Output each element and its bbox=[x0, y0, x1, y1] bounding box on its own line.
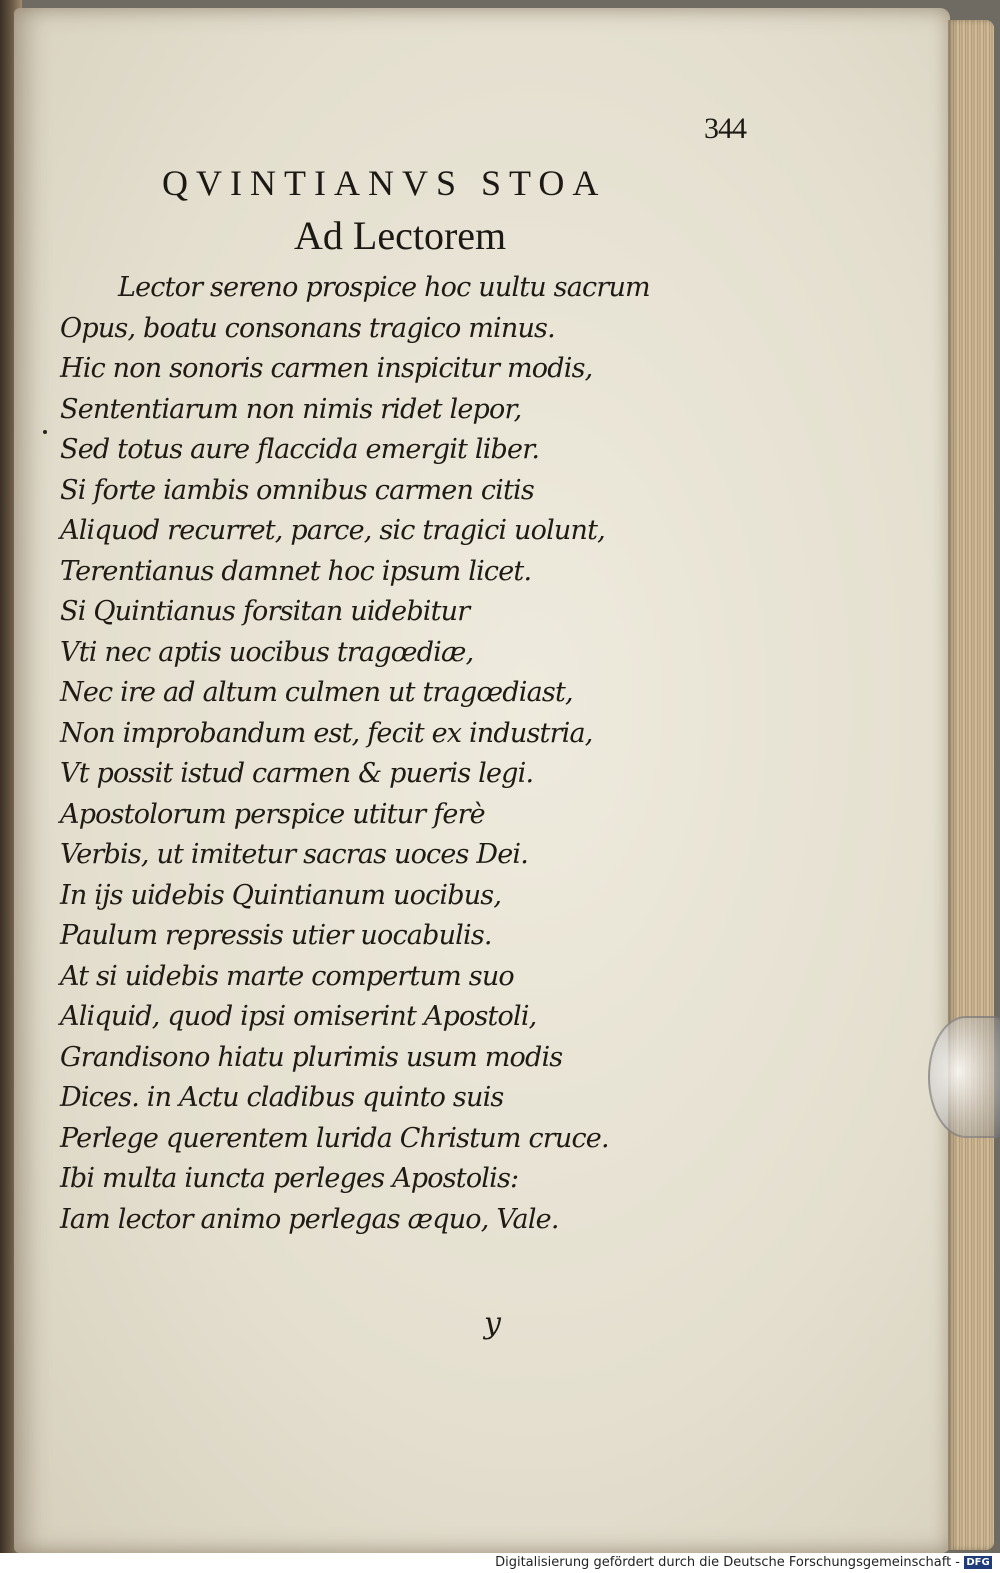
footer-credit: Digitalisierung gefördert durch die Deutsche Forschungsgemeinschaft - bbox=[495, 1555, 960, 1570]
ink-speck bbox=[43, 430, 47, 434]
running-head: QVINTIANVS STOA bbox=[162, 163, 607, 203]
page-fore-edge bbox=[948, 20, 994, 1550]
poem-title: Ad Lectorem bbox=[294, 213, 507, 258]
verse-line: Si forte iambis omnibus carmen citis bbox=[60, 474, 534, 506]
verse-line: Ibi multa iuncta perleges Apostolis: bbox=[60, 1163, 519, 1194]
verse-line: Sententiarum non nimis ridet lepor, bbox=[60, 393, 522, 425]
verse-line: Vt possit istud carmen & pueris legi. bbox=[60, 758, 534, 789]
verse-line: Perlege querentem lurida Christum cruce. bbox=[60, 1122, 609, 1154]
verse-line: Dices. in Actu cladibus quinto suis bbox=[60, 1082, 504, 1113]
verse-line: Lector sereno prospice hoc uultu sacrum bbox=[118, 272, 650, 303]
dfg-logo: DFG bbox=[964, 1556, 992, 1569]
verse-line: Opus, boatu consonans tragico minus. bbox=[60, 312, 555, 344]
verse-line: Paulum repressis utier uocabulis. bbox=[60, 920, 492, 951]
verse-line: Verbis, ut imitetur sacras uoces Dei. bbox=[60, 839, 529, 870]
verse-line: Sed totus aure flaccida emergit liber. bbox=[60, 434, 540, 465]
verse-line: Aliquod recurret, parce, sic tragici uolunt, bbox=[60, 515, 605, 546]
page-clip bbox=[928, 1016, 1000, 1138]
verse-line: Terentianus damnet hoc ipsum licet. bbox=[60, 555, 532, 587]
verse-line: Apostolorum perspice utitur ferè bbox=[60, 798, 485, 830]
verse-line: Grandisono hiatu plurimis usum modis bbox=[60, 1041, 563, 1073]
poem-verses bbox=[60, 268, 700, 1240]
verse-line: Iam lector animo perlegas æquo, Vale. bbox=[60, 1203, 559, 1235]
verse-line: Hic non sonoris carmen inspicitur modis, bbox=[60, 353, 593, 384]
verse-line: Vti nec aptis uocibus tragœdiæ, bbox=[60, 636, 474, 668]
page-number: 344 bbox=[704, 112, 746, 145]
bleed-through-line bbox=[720, 470, 940, 496]
verse-line: Aliquid, quod ipsi omiserint Apostoli, bbox=[60, 1001, 537, 1032]
verse-line: Non improbandum est, fecit ex industria, bbox=[60, 717, 593, 749]
verse-line: In ijs uidebis Quintianum uocibus, bbox=[60, 879, 502, 911]
verse-line: Si Quintianus forsitan uidebitur bbox=[60, 596, 470, 627]
catchword: y bbox=[484, 1306, 501, 1341]
verse-line: Nec ire ad altum culmen ut tragœdiast, bbox=[60, 677, 573, 708]
verse-line: At si uidebis marte compertum suo bbox=[60, 960, 514, 992]
